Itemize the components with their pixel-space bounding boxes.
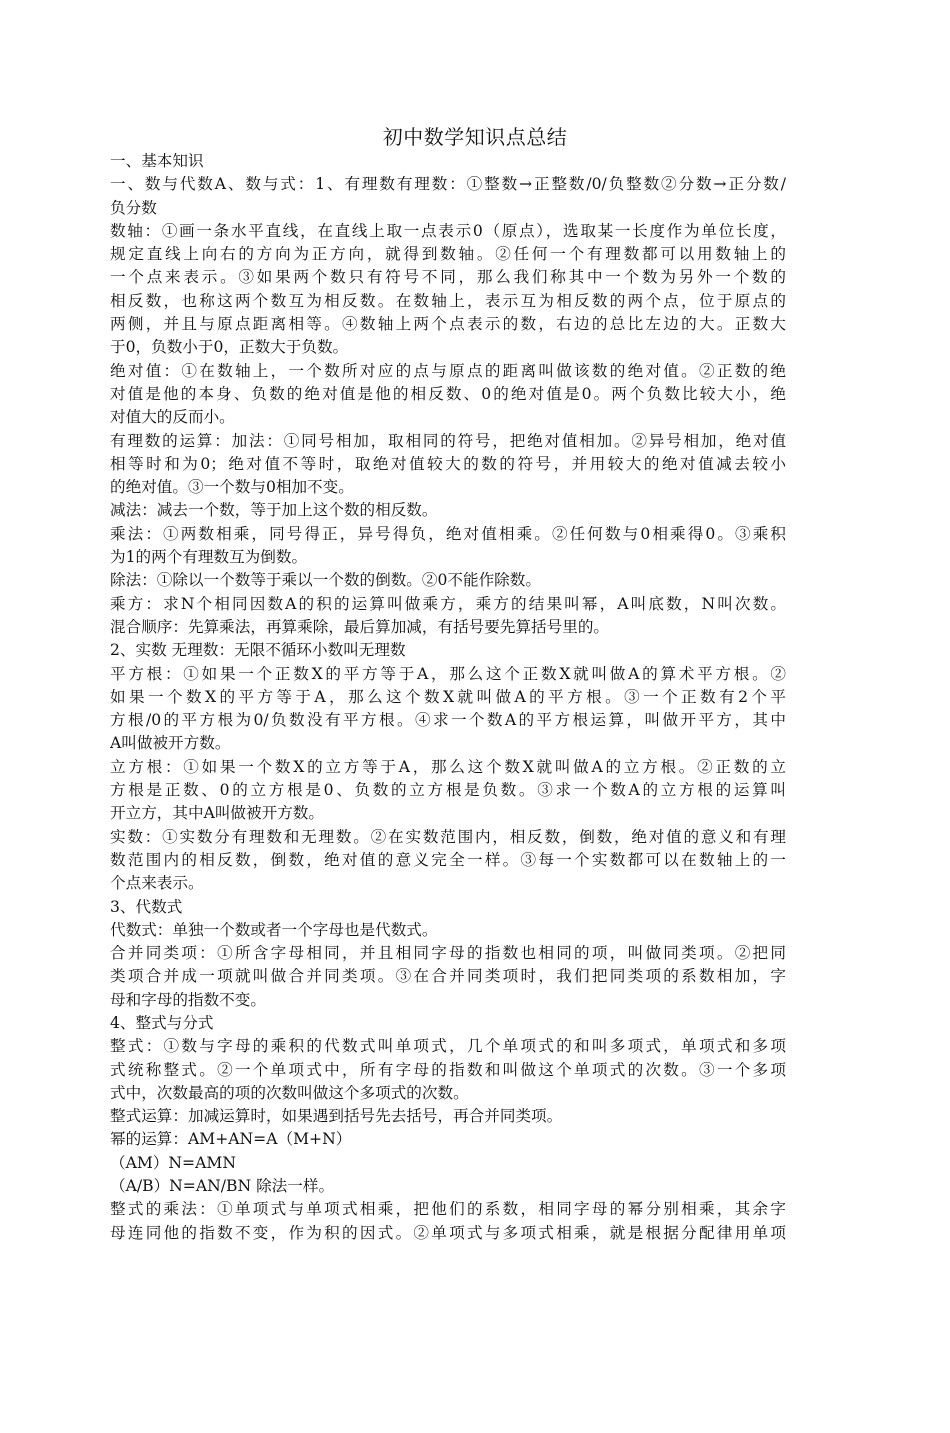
text-line: （AM）N=AMN [110, 1153, 236, 1172]
text-line: 混合顺序：先算乘法，再算乘除，最后算加减，有括号要先算括号里的。 [110, 617, 610, 636]
text-line: 幂的运算：AM+AN=A（M+N） [110, 1130, 352, 1149]
text-line: 绝对值：①在数轴上，一个数所对应的点与原点的距离叫做该数的绝对值。②正数的绝 [110, 361, 786, 380]
text-line: 开立方，其中A叫做被开方数。 [110, 804, 324, 823]
text-line: 母连同他的指数不变，作为积的因式。②单项式与多项式相乘，就是根据分配律用单项 [110, 1223, 786, 1242]
text-line: 合并同类项：①所含字母相同，并且相同字母的指数也相同的项，叫做同类项。②把同 [110, 944, 786, 963]
text-line: 母和字母的指数不变。 [110, 990, 266, 1009]
text-line: 负分数 [110, 198, 157, 217]
text-line: 代数式：单独一个数或者一个字母也是代数式。 [110, 920, 438, 939]
text-line: 乘法：①两数相乘，同号得正，异号得负，绝对值相乘。②任何数与0相乘得0。③乘积 [110, 524, 786, 543]
text-line: 于0，负数小于0，正数大于负数。 [110, 338, 349, 357]
text-line: 2、实数 无理数：无限不循环小数叫无理数 [110, 641, 406, 660]
text-line: 式统称整式。②一个单项式中，所有字母的指数和叫做这个单项式的次数。③一个多项 [110, 1060, 786, 1079]
document-title: 初中数学知识点总结 [382, 125, 568, 149]
text-line: 对值是他的本身、负数的绝对值是他的相反数、0的绝对值是0。两个负数比较大小，绝 [110, 384, 786, 403]
text-line: 一、数与代数A、数与式：1、有理数有理数：①整数→正整数/0/负整数②分数→正分数/ [110, 175, 786, 194]
text-line: 的绝对值。③一个数与0相加不变。 [110, 478, 354, 497]
text-line: 对值大的反而小。 [110, 408, 235, 427]
text-line: 除法：①除以一个数等于乘以一个数的倒数。②0不能作除数。 [110, 571, 541, 590]
text-line: 式中，次数最高的项的次数叫做这个多项式的次数。 [110, 1083, 469, 1102]
text-line: 相等时和为0；绝对值不等时，取绝对值较大的数的符号，并用较大的绝对值减去较小 [110, 454, 786, 473]
text-line: 相反数，也称这两个数互为相反数。在数轴上，表示互为相反数的两个点，位于原点的 [110, 291, 786, 310]
text-line: 乘方：求N个相同因数A的积的运算叫做乘方，乘方的结果叫幂，A叫底数，N叫次数。 [110, 594, 786, 613]
text-line: 3、代数式 [110, 897, 183, 916]
text-line: 如果一个数X的平方等于A，那么这个数X就叫做A的平方根。③一个正数有2个平 [110, 687, 786, 706]
text-line: 为1的两个有理数互为倒数。 [110, 548, 308, 567]
text-line: 立方根：①如果一个数X的立方等于A，那么这个数X就叫做A的立方根。②正数的立 [110, 757, 786, 776]
text-line: 4、整式与分式 [110, 1013, 214, 1032]
text-line: 整式的乘法：①单项式与单项式相乘，把他们的系数，相同字母的幂分别相乘，其余字 [110, 1200, 786, 1219]
text-line: 整式：①数与字母的乘积的代数式叫单项式，几个单项式的和叫多项式，单项式和多项 [110, 1037, 786, 1056]
text-line: 有理数的运算：加法：①同号相加，取相同的符号，把绝对值相加。②异号相加，绝对值 [110, 431, 786, 450]
document-body [110, 150, 786, 1245]
text-line: 一个点来表示。③如果两个数只有符号不同，那么我们称其中一个数为另外一个数的 [110, 268, 786, 287]
text-line: 减法：减去一个数，等于加上这个数的相反数。 [110, 501, 438, 520]
text-line: 实数：①实数分有理数和无理数。②在实数范围内，相反数，倒数，绝对值的意义和有理 [110, 827, 786, 846]
text-line: 整式运算：加减运算时，如果遇到括号先去括号，再合并同类项。 [110, 1107, 563, 1126]
text-line: 类项合并成一项就叫做合并同类项。③在合并同类项时，我们把同类项的系数相加，字 [110, 967, 786, 986]
text-line: 方根/0的平方根为0/负数没有平方根。④求一个数A的平方根运算，叫做开平方，其中 [110, 711, 786, 730]
text-line: A叫做被开方数。 [110, 734, 231, 753]
text-line: 数范围内的相反数，倒数，绝对值的意义完全一样。③每一个实数都可以在数轴上的一 [110, 850, 786, 869]
text-line: 两侧，并且与原点距离相等。④数轴上两个点表示的数，右边的总比左边的大。正数大 [110, 315, 786, 334]
text-line: 方根是正数、0的立方根是0、负数的立方根是负数。③求一个数A的立方根的运算叫 [110, 781, 786, 800]
text-line: 一、基本知识 [110, 152, 204, 170]
text-line: 个点来表示。 [110, 874, 204, 893]
text-line: （A/B）N=AN/BN 除法一样。 [110, 1177, 335, 1196]
text-line: 规定直线上向右的方向为正方向，就得到数轴。②任何一个有理数都可以用数轴上的 [110, 245, 786, 264]
text-line: 平方根：①如果一个正数X的平方等于A，那么这个正数X就叫做A的算术平方根。② [110, 664, 786, 683]
text-line: 数轴：①画一条水平直线，在直线上取一点表示0（原点），选取某一长度作为单位长度， [110, 221, 786, 240]
